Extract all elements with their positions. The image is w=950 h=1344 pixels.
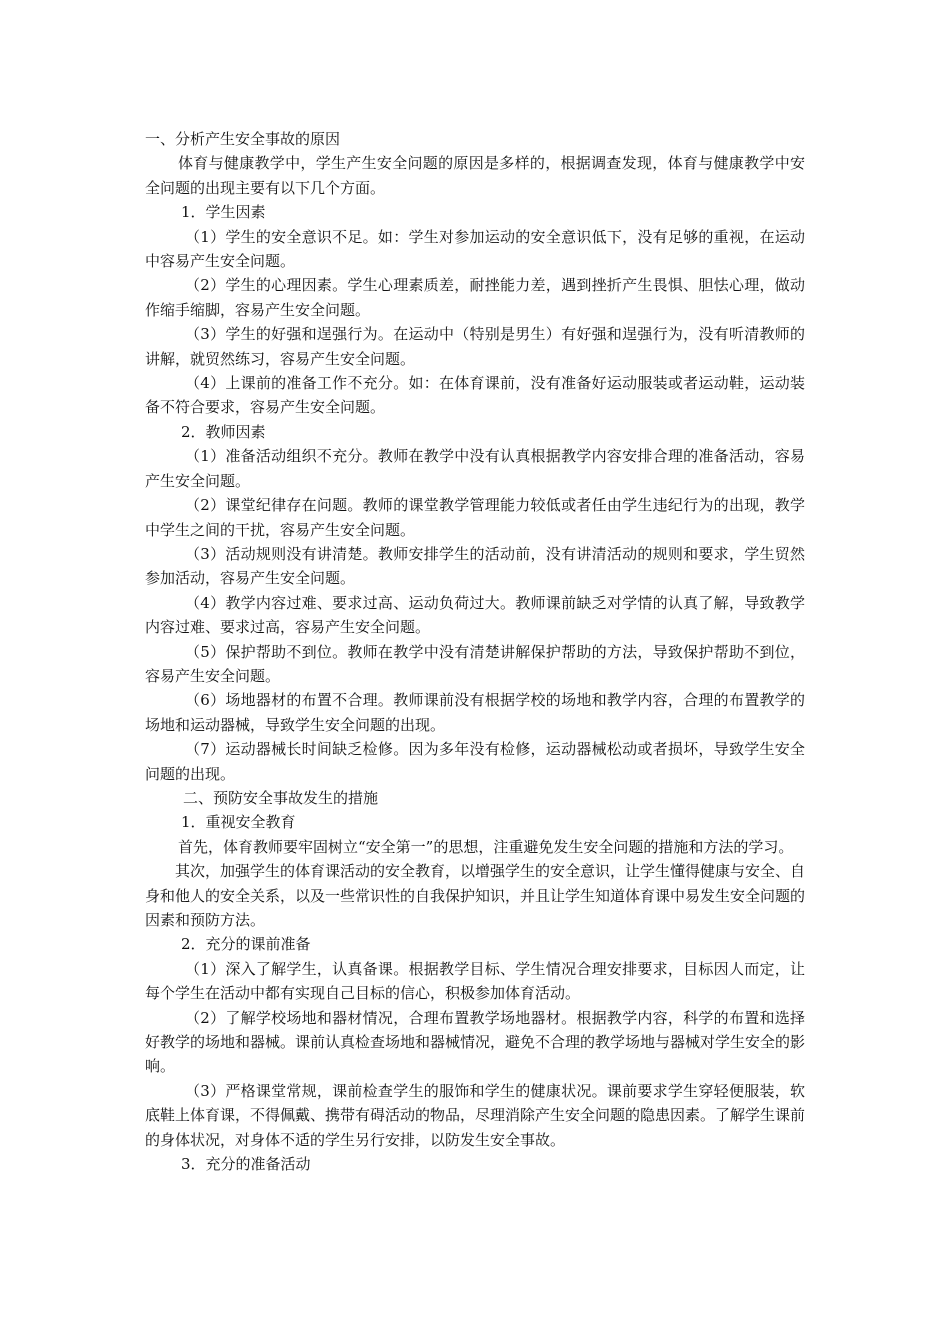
list-item: （1）学生的安全意识不足。如：学生对参加运动的安全意识低下，没有足够的重视，在运动中容易产生安全问题。: [145, 227, 805, 271]
subsection-heading: 2．教师因素: [181, 422, 266, 441]
list-item: （1）深入了解学生，认真备课。根据教学目标、学生情况合理安排要求，目标因人而定，让每个学生在活动中都有实现自己目标的信心，积极参加体育活动。: [145, 959, 805, 1003]
body-paragraph: 体育与健康教学中，学生产生安全问题的原因是多样的，根据调查发现，体育与健康教学中安全问题的出现主要有以下几个方面。: [145, 154, 805, 197]
body-paragraph: 首先，体育教师要牢固树立“安全第一”的思想，注重避免发生安全问题的措施和方法的学习。: [178, 837, 794, 856]
list-item: （4）教学内容过难、要求过高、运动负荷过大。教师课前缺乏对学情的认真了解，导致教学内容过难、要求过高，容易产生安全问题。: [145, 593, 805, 637]
subsection-heading: 1．重视安全教育: [181, 813, 296, 832]
list-item: （6）场地器材的布置不合理。教师课前没有根据学校的场地和教学内容，合理的布置教学的场地和运动器械，导致学生安全问题的出现。: [145, 691, 805, 734]
subsection-heading: 2．充分的课前准备: [181, 935, 311, 954]
list-item: （2）了解学校场地和器材情况，合理布置教学场地器材。根据教学内容，科学的布置和选择好教学的场地和器械。课前认真检查场地和器械情况，避免不合理的教学场地与器械对学生安全的影响。: [145, 1008, 806, 1076]
list-item: （3）严格课堂常规，课前检查学生的服饰和学生的健康状况。课前要求学生穿轻便服装，软底鞋上体育课，不得佩戴、携带有碍活动的物品，尽理消除产生安全问题的隐患因素。了解学生课前的身体状况，对身体不适的学生另行安排，以防发生安全事故。: [145, 1081, 806, 1149]
document-page: [145, 127, 805, 1176]
subsection-heading: 1．学生因素: [181, 203, 266, 222]
list-item: （1）准备活动组织不充分。教师在教学中没有认真根据教学内容安排合理的准备活动，容易产生安全问题。: [145, 447, 805, 490]
list-item: （3）活动规则没有讲清楚。教师安排学生的活动前，没有讲清活动的规则和要求，学生贸然参加活动，容易产生安全问题。: [145, 544, 805, 588]
body-paragraph: 其次，加强学生的体育课活动的安全教育，以增强学生的安全意识，让学生懂得健康与安全、自身和他人的安全关系，以及一些常识性的自我保护知识，并且让学生知道体育课中易发生安全问题的因素和预防方法。: [145, 862, 806, 929]
section-heading: 一、分析产生安全事故的原因: [145, 130, 341, 148]
list-item: （7）运动器械长时间缺乏检修。因为多年没有检修，运动器械松动或者损坏，导致学生安全问题的出现。: [145, 740, 805, 783]
section-heading: 二、预防安全事故发生的措施: [183, 788, 379, 807]
list-item: （2）学生的心理因素。学生心理素质差，耐挫能力差，遇到挫折产生畏惧、胆怯心理，做动作缩手缩脚，容易产生安全问题。: [145, 276, 805, 319]
list-item: （4）上课前的准备工作不充分。如：在体育课前，没有准备好运动服装或者运动鞋，运动装备不符合要求，容易产生安全问题。: [145, 374, 805, 417]
subsection-heading: 3．充分的准备活动: [181, 1155, 311, 1174]
list-item: （3）学生的好强和逞强行为。在运动中（特别是男生）有好强和逞强行为，没有听清教师的讲解，就贸然练习，容易产生安全问题。: [145, 325, 805, 368]
list-item: （2）课堂纪律存在问题。教师的课堂教学管理能力较低或者任由学生违纪行为的出现，教学中学生之间的干扰，容易产生安全问题。: [145, 496, 805, 539]
list-item: （5）保护帮助不到位。教师在教学中没有清楚讲解保护帮助的方法，导致保护帮助不到位，容易产生安全问题。: [145, 642, 805, 685]
